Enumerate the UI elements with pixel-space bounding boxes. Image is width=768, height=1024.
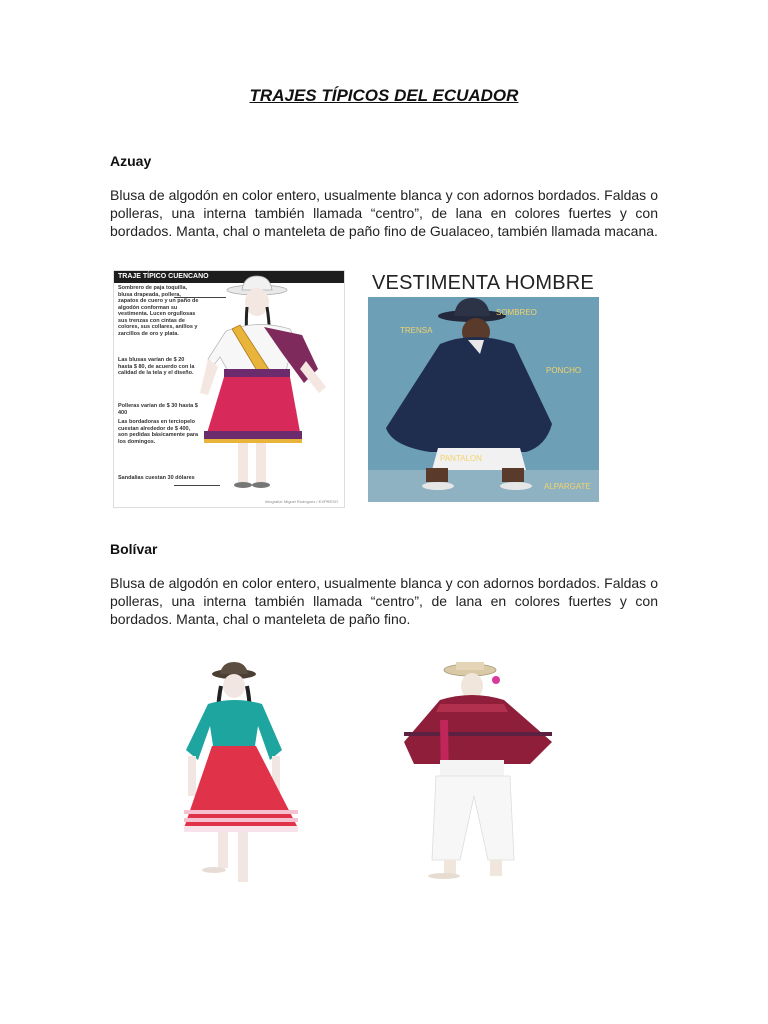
vestimenta-hombre-figure: [368, 270, 599, 502]
bolivar-woman-figure: [178, 660, 308, 890]
infographic-note-1: Sombrero de paja toquilla, blusa drapeada, pollera, zapatos de cuero y un paño de algodón conforman su vestimenta. Lucen orgullosas sus trenzas con cintas de colores, sus collares, anillos y zarcillos de oro y plata.: [118, 285, 199, 337]
bolivar-man-figure: [400, 660, 556, 890]
label-trensa: TRENSA: [400, 326, 433, 335]
label-alpargate: ALPARGATE: [544, 482, 591, 491]
infographic-note-2: Las blusas varían de $ 20 hasta $ 80, de acuerdo con la calidad de la tela y el diseño.: [118, 357, 195, 376]
section-text-bolivar: Blusa de algodón en color entero, usualmente blanca y con adornos bordados. Faldas o polleras, una interna también llamada “centro”, de lana en colores fuertes y con bordados. Manta, chal o manteleta de paño fino.: [110, 575, 658, 627]
infographic-note-5: Sandalias cuestan 30 dólares: [118, 475, 195, 481]
infographic-note-4: Las bordadoras en terciopelo cuestan alrededor de $ 400, son pedidas básicamente para los domingos.: [118, 419, 199, 445]
page-title: TRAJES TÍPICOS DEL ECUADOR: [249, 86, 519, 105]
infographic-note-3: Polleras varían de $ 30 hasta $ 400: [118, 403, 198, 416]
label-poncho: PONCHO: [546, 366, 582, 375]
infographic-credit: Infografía: Miguel Rodríguez / EXPRESO: [264, 499, 338, 504]
cuencana-woman-illustration: [114, 271, 344, 507]
section-heading-bolivar: Bolívar: [110, 541, 158, 557]
section-text-azuay: Blusa de algodón en color entero, usualmente blanca y con adornos bordados. Faldas o polleras, una interna también llamada “centro”, de lana en colores fuertes y con bordados. Manta, chal o manteleta de paño fino de Gualaceo, también llamada macana.: [110, 187, 658, 239]
label-sombreo: SOMBREO: [496, 308, 537, 317]
traje-cuencano-infographic: [113, 270, 345, 508]
label-pantalon: PANTALON: [440, 454, 482, 463]
vestimenta-hombre-title: VESTIMENTA HOMBRE: [368, 270, 599, 297]
hombre-illustration: [368, 270, 599, 502]
infographic-header: TRAJE TÍPICO CUENCANO: [114, 271, 344, 283]
section-heading-azuay: Azuay: [110, 153, 152, 169]
